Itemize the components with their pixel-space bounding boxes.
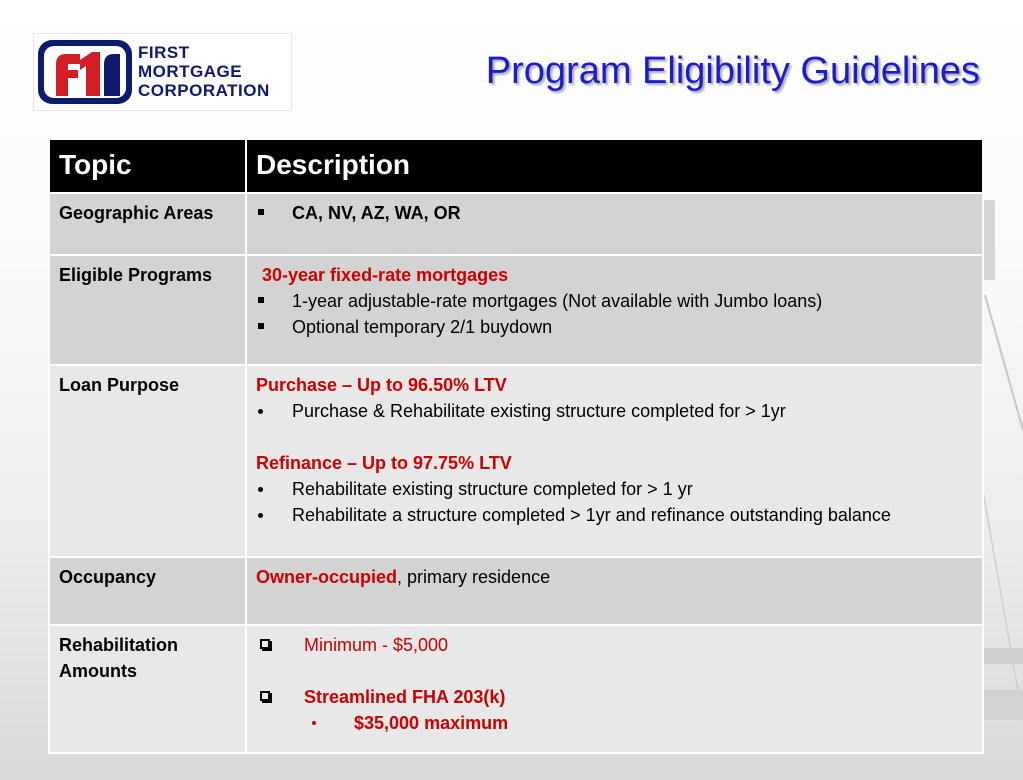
description-programs — [246, 255, 983, 365]
table-row-purpose — [49, 365, 983, 557]
purchase-item: Purchase & Rehabilitate existing structure completed for > 1yr — [292, 401, 786, 421]
list-item — [256, 398, 973, 424]
table-row-programs — [49, 255, 983, 365]
page-title: Program Eligibility Guidelines — [485, 50, 980, 92]
description-occupancy — [246, 557, 983, 625]
list-item — [256, 476, 973, 502]
logo-mark-icon — [34, 34, 134, 110]
list-item — [256, 632, 973, 658]
description-purpose — [246, 365, 983, 557]
occupancy-emphasis: Owner-occupied — [256, 567, 398, 587]
topic-programs: Eligible Programs — [49, 255, 246, 365]
header-description: Description — [246, 139, 983, 193]
topic-geographic: Geographic Areas — [49, 193, 246, 255]
description-rehab — [246, 625, 983, 753]
list-item — [256, 288, 973, 314]
list-item — [256, 502, 973, 528]
program-buydown: Optional temporary 2/1 buydown — [292, 317, 553, 337]
programs-lead: 30-year fixed-rate mortgages — [262, 265, 509, 285]
topic-rehab: Rehabilitation Amounts — [49, 625, 246, 753]
purchase-heading: Purchase – Up to 96.50% LTV — [256, 375, 507, 395]
list-item — [256, 684, 973, 710]
topic-purpose: Loan Purpose — [49, 365, 246, 557]
program-arm: 1-year adjustable-rate mortgages (Not available with Jumbo loans) — [292, 291, 823, 311]
topic-occupancy: Occupancy — [49, 557, 246, 625]
table-row-rehab — [49, 625, 983, 753]
table-row-occupancy — [49, 557, 983, 625]
rehab-maximum: $35,000 maximum — [354, 713, 509, 733]
list-item — [256, 200, 973, 226]
logo-line-3: CORPORATION — [138, 81, 270, 100]
geographic-states: CA, NV, AZ, WA, OR — [292, 203, 461, 223]
header-topic: Topic — [49, 139, 246, 193]
list-item — [256, 314, 973, 340]
refinance-heading: Refinance – Up to 97.75% LTV — [256, 453, 512, 473]
rehab-minimum: Minimum - $5,000 — [304, 635, 449, 655]
refinance-item: Rehabilitate existing structure completed for > 1 yr — [292, 479, 693, 499]
description-geographic — [246, 193, 983, 255]
eligibility-table — [48, 138, 984, 754]
list-item — [256, 710, 973, 736]
refinance-item: Rehabilitate a structure completed > 1yr and refinance outstanding balance — [292, 505, 891, 525]
occupancy-rest: , primary residence — [397, 567, 551, 587]
table-header-row — [49, 139, 983, 193]
company-logo — [33, 33, 292, 111]
logo-line-2: MORTGAGE — [138, 62, 243, 81]
logo-line-1: FIRST — [138, 43, 190, 62]
table-row-geographic — [49, 193, 983, 255]
rehab-streamlined: Streamlined FHA 203(k) — [304, 687, 506, 707]
